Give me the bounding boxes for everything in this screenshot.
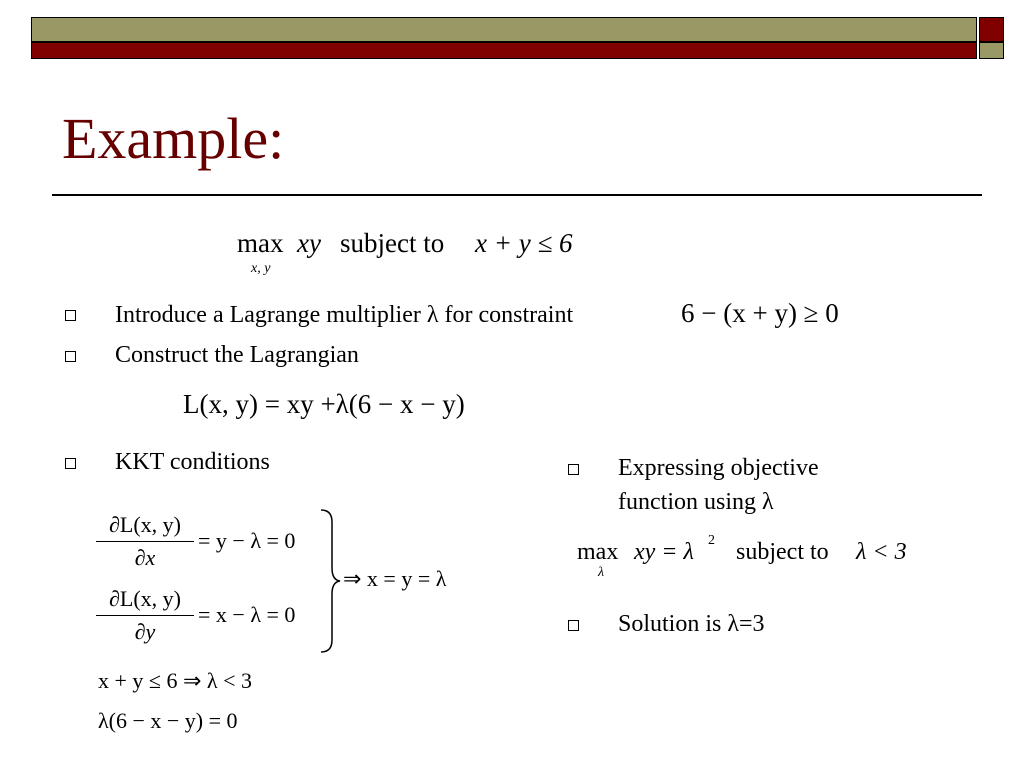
bullet-kkt-conditions: KKT conditions: [115, 449, 270, 475]
bullet-marker: [65, 351, 76, 362]
problem-objective: xy: [297, 228, 321, 258]
kkt-fraction-y: [96, 586, 194, 645]
kkt-denominator-y: ∂y: [134, 619, 156, 645]
bullet-marker: [568, 464, 579, 475]
problem-max-sub: x, y: [251, 261, 271, 276]
bullet-marker: [65, 458, 76, 469]
kkt-numerator-x: ∂L(x, y): [109, 512, 181, 537]
right-exponent: 2: [708, 533, 715, 548]
bullet-marker: [568, 620, 579, 631]
header-bar-maroon: [31, 42, 977, 59]
title-divider: [52, 194, 982, 196]
kkt-rhs-x: = y − λ = 0: [198, 528, 296, 553]
fraction-bar: [96, 615, 194, 616]
kkt-complementary-slackness: λ(6 − x − y) = 0: [98, 708, 238, 733]
lagrangian-equation: L(x, y) = xy +λ(6 − x − y): [183, 389, 465, 419]
kkt-numerator-y: ∂L(x, y): [109, 586, 181, 611]
bullet-construct-lagrangian: Construct the Lagrangian: [115, 342, 359, 368]
problem-max: max: [237, 228, 284, 258]
problem-subject-to: subject to: [340, 228, 445, 258]
problem-constraint: x + y ≤ 6: [475, 228, 573, 258]
right-bullet-line1: Expressing objective: [618, 455, 819, 481]
kkt-fraction-x: [96, 512, 194, 571]
right-solution: Solution is λ=3: [618, 611, 765, 637]
header-square-olive: [979, 42, 1004, 59]
fraction-bar: [96, 541, 194, 542]
bullet-marker: [65, 310, 76, 321]
right-max-sub: λ: [598, 565, 605, 580]
kkt-implication: ⇒ x = y = λ: [343, 566, 447, 591]
right-subject-to: subject to: [736, 539, 829, 565]
right-objective: xy = λ: [634, 539, 694, 565]
kkt-feasibility: x + y ≤ 6 ⇒ λ < 3: [98, 668, 252, 693]
slide-title: Example:: [62, 106, 285, 171]
header-bar-olive: [31, 17, 977, 42]
right-brace: [318, 508, 342, 654]
header-square-maroon: [979, 17, 1004, 42]
kkt-denominator-x: ∂x: [134, 545, 156, 571]
kkt-rhs-y: = x − λ = 0: [198, 602, 296, 627]
right-constraint: λ < 3: [856, 539, 907, 565]
right-bullet-line2: function using λ: [618, 489, 774, 515]
bullet-lagrange-multiplier: Introduce a Lagrange multiplier λ for constraint: [115, 302, 574, 328]
right-max: max: [577, 539, 619, 565]
constraint-expression: 6 − (x + y) ≥ 0: [681, 298, 839, 328]
